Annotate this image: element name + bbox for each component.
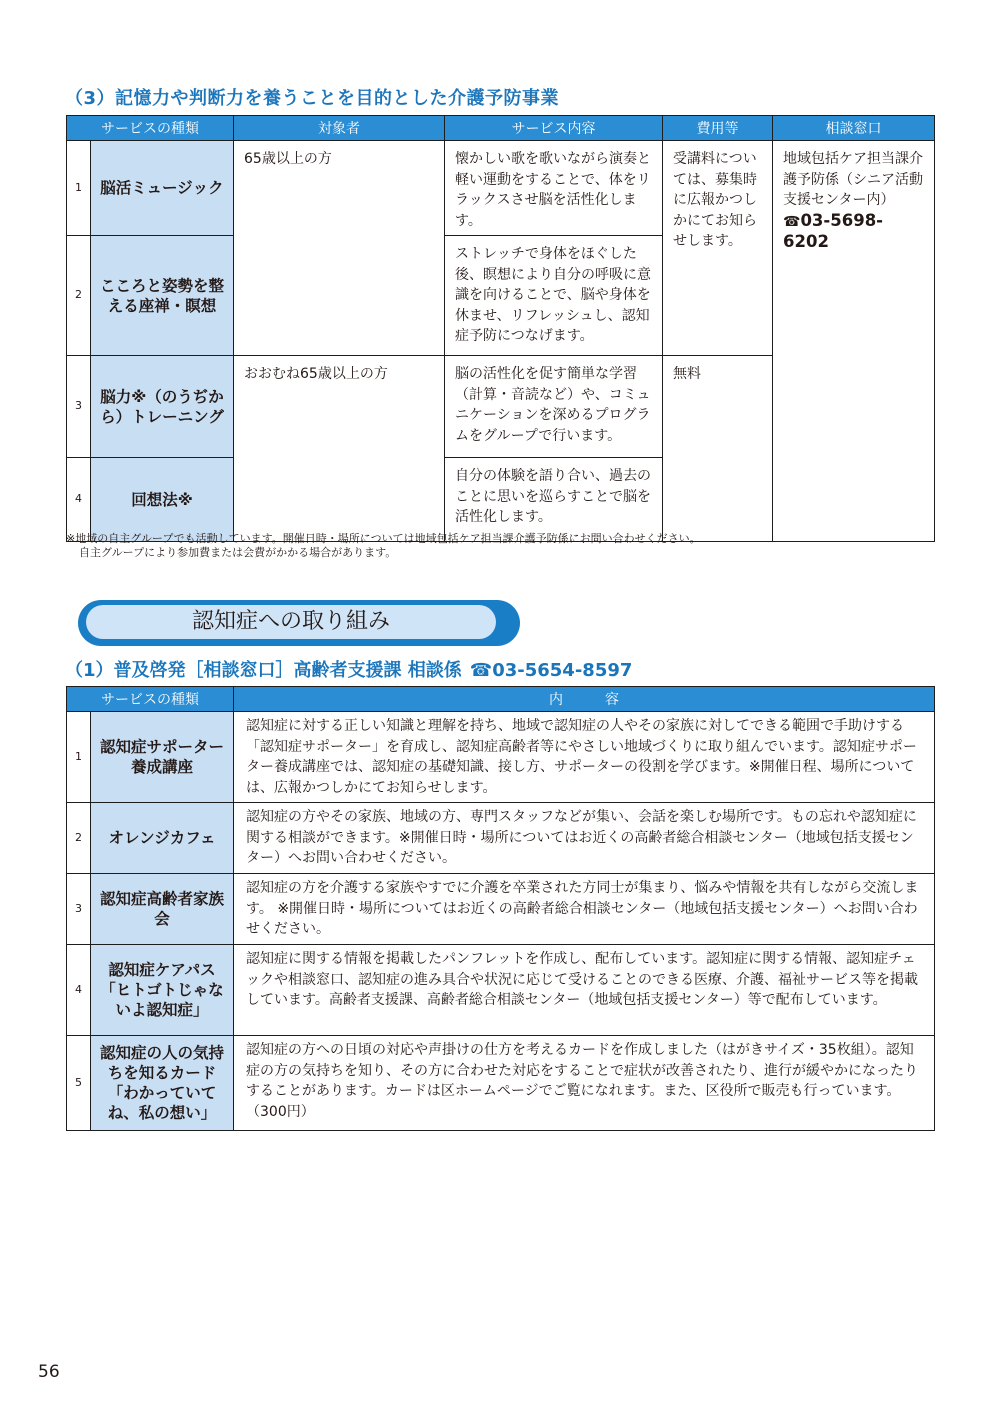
table-row bbox=[67, 141, 935, 236]
table-row bbox=[67, 712, 935, 803]
col-header-service-type: サービスの種類 bbox=[67, 116, 234, 141]
target-cell: おおむね65歳以上の方 bbox=[234, 356, 445, 542]
target-cell: 65歳以上の方 bbox=[234, 141, 445, 356]
service-name: オレンジカフェ bbox=[91, 803, 234, 874]
section1-phone-number: 03-5654-8597 bbox=[492, 660, 633, 681]
col-header-content: サービス内容 bbox=[445, 116, 663, 141]
service-content: 認知症の方を介護する家族やすでに介護を卒業された方同士が集まり、悩みや情報を共有しながら交流します。 ※開催日時・場所についてはお近くの高齢者総合相談センター（地域包括支援センター）へお問い合わせください。 bbox=[234, 874, 935, 945]
section3-header-row bbox=[67, 116, 935, 141]
service-name: 回想法※ bbox=[91, 458, 234, 542]
fee-cell: 受講料については、募集時に広報かつしかにてお知らせします。 bbox=[663, 141, 773, 356]
page-number: 56 bbox=[38, 1362, 60, 1382]
service-name: こころと姿勢を整える座禅・瞑想 bbox=[91, 236, 234, 356]
table-row bbox=[67, 874, 935, 945]
row-number: 2 bbox=[67, 803, 91, 874]
service-content: 認知症の方やその家族、地域の方、専門スタッフなどが集い、会話を楽しむ場所です。もの忘れや認知症に関する相談ができます。※開催日時・場所についてはお近くの高齢者総合相談センター（地域包括支援センター）へお問い合わせください。 bbox=[234, 803, 935, 874]
service-content: 懐かしい歌を歌いながら演奏と軽い運動をすることで、体をリラックスさせ脳を活性化します。 bbox=[445, 141, 663, 236]
row-number: 4 bbox=[67, 458, 91, 542]
service-content: ストレッチで身体をほぐした後、瞑想により自分の呼吸に意識を向けることで、脳や身体を休ませ、リフレッシュし、認知症予防につなげます。 bbox=[445, 236, 663, 356]
footnote-line-1: ※地域の自主グループでも活動しています。開催日時・場所については地域包括ケア担当課介護予防係にお問い合わせください。 bbox=[66, 532, 701, 545]
table-row bbox=[67, 803, 935, 874]
service-name: 認知症ケアパス「ヒトゴトじゃないよ認知症」 bbox=[91, 945, 234, 1036]
service-content: 認知症に対する正しい知識と理解を持ち、地域で認知症の人やその家族に対してできる範囲で手助けする「認知症サポーター」を育成し、認知症高齢者等にやさしい地域づくりに取り組んでいます。認知症サポーター養成講座では、認知症の基礎知識、接し方、サポーターの役割を学びます。※開催日程、場所については、広報かつしかにてお知らせします。 bbox=[234, 712, 935, 803]
row-number: 1 bbox=[67, 712, 91, 803]
contact-phone-number: 03-5698-6202 bbox=[783, 210, 884, 251]
section1-title bbox=[65, 656, 640, 682]
row-number: 3 bbox=[67, 356, 91, 458]
phone-icon: ☎ bbox=[469, 660, 493, 681]
fee-cell: 無料 bbox=[663, 356, 773, 542]
service-content: 認知症に関する情報を掲載したパンフレットを作成し、配布しています。認知症に関する情報、認知症チェックや相談窓口、認知症の進み具合や状況に応じて受けることのできる医療、介護、福祉サービス等を掲載しています。高齢者支援課、高齢者総合相談センター（地域包括支援センター）等で配布しています。 bbox=[234, 945, 935, 1036]
contact-cell bbox=[773, 141, 935, 542]
footnote-line-2: 自主グループにより参加費または会費がかかる場合があります。 bbox=[79, 546, 397, 559]
section1-table bbox=[66, 686, 935, 1131]
row-number: 5 bbox=[67, 1036, 91, 1131]
contact-text: 地域包括ケア担当課介護予防係（シニア活動支援センター内） bbox=[783, 151, 923, 208]
contact-phone bbox=[783, 211, 926, 253]
row-number: 1 bbox=[67, 141, 91, 236]
service-content: 脳の活性化を促す簡単な学習（計算・音読など）や、コミュニケーションを深めるプログラムをグループで行います。 bbox=[445, 356, 663, 458]
col-header-fee: 費用等 bbox=[663, 116, 773, 141]
service-name: 認知症サポーター養成講座 bbox=[91, 712, 234, 803]
table-row bbox=[67, 945, 935, 1036]
row-number: 4 bbox=[67, 945, 91, 1036]
service-name: 脳力※（のうぢから）トレーニング bbox=[91, 356, 234, 458]
row-number: 2 bbox=[67, 236, 91, 356]
service-content: 認知症の方への日頃の対応や声掛けの仕方を考えるカードを作成しました（はがきサイズ・35枚組）。認知症の方の気持ちを知り、その方に合わせた対応をすることで症状が改善されたり、進行が緩やかになったりすることがあります。カードは区ホームページでご覧になれます。また、区役所で販売も行っています。（300円） bbox=[234, 1036, 935, 1131]
banner-title: 認知症への取り組み bbox=[86, 605, 496, 639]
section3-table bbox=[66, 115, 935, 542]
row-number: 3 bbox=[67, 874, 91, 945]
service-content: 自分の体験を語り合い、過去のことに思いを巡らすことで脳を活性化します。 bbox=[445, 458, 663, 542]
col-header-content: 内 容 bbox=[234, 687, 935, 712]
section1-title-text: （1）普及啓発［相談窓口］高齢者支援課 相談係 bbox=[65, 660, 462, 681]
col-header-target: 対象者 bbox=[234, 116, 445, 141]
col-header-contact: 相談窓口 bbox=[773, 116, 935, 141]
section1-header-row bbox=[67, 687, 935, 712]
service-name: 認知症の人の気持ちを知るカード「わかっていてね、私の想い」 bbox=[91, 1036, 234, 1131]
footnote bbox=[66, 532, 701, 560]
phone-icon: ☎ bbox=[783, 213, 801, 230]
service-name: 脳活ミュージック bbox=[91, 141, 234, 236]
section3-title: （3）記憶力や判断力を養うことを目的とした介護予防事業 bbox=[65, 88, 560, 109]
table-row bbox=[67, 1036, 935, 1131]
col-header-service-type: サービスの種類 bbox=[67, 687, 234, 712]
service-name: 認知症高齢者家族会 bbox=[91, 874, 234, 945]
